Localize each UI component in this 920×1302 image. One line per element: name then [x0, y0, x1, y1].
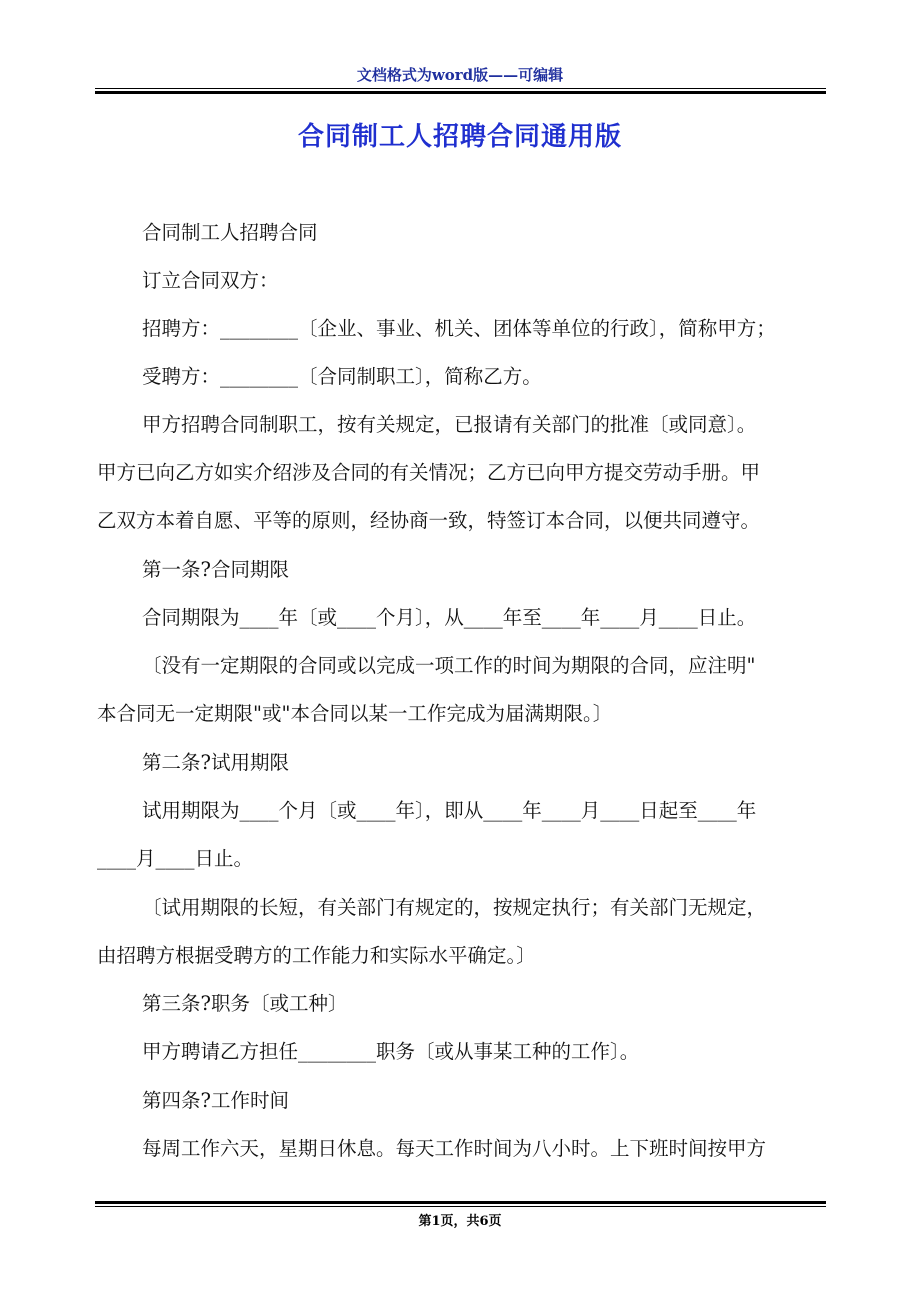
- body-line: 合同制工人招聘合同: [142, 221, 318, 244]
- body-line: 甲方招聘合同制职工，按有关规定，已报请有关部门的批准〔或同意〕。: [142, 413, 757, 436]
- page-number-label: 第1页，共6页: [418, 1214, 502, 1229]
- header-rule-thin: [95, 88, 826, 89]
- body-line: 甲方已向乙方如实介绍涉及合同的有关情况；乙方已向甲方提交劳动手册。甲: [97, 461, 761, 484]
- body-line: 受聘方：________〔合同制职工〕，简称乙方。: [142, 365, 542, 388]
- article-heading: 第一条?合同期限: [142, 558, 289, 581]
- document-title: 合同制工人招聘合同通用版: [297, 122, 622, 152]
- body-line: 每周工作六天，星期日休息。每天工作时间为八小时。上下班时间按甲方: [142, 1137, 767, 1160]
- body-line: ____月____日止。: [97, 847, 254, 870]
- body-line: 订立合同双方：: [142, 269, 279, 292]
- article-heading: 第四条?工作时间: [142, 1089, 289, 1112]
- body-line: 本合同无一定期限"或"本合同以某一工作完成为届满期限。〕: [97, 702, 613, 725]
- page-header-label: 文档格式为word版——可编辑: [356, 66, 564, 84]
- body-line: 乙双方本着自愿、平等的原则，经协商一致，特签订本合同，以便共同遵守。: [97, 509, 761, 532]
- body-line: 合同期限为____年〔或____个月〕，从____年至____年____月____日止。: [142, 606, 757, 629]
- body-line: 甲方聘请乙方担任________职务〔或从事某工种的工作〕。: [142, 1040, 640, 1063]
- header-rule-thick: [95, 91, 826, 94]
- footer-rule-thin: [95, 1206, 826, 1207]
- body-line: 〔试用期限的长短，有关部门有规定的，按规定执行；有关部门无规定，: [142, 896, 767, 919]
- article-heading: 第二条?试用期限: [142, 751, 289, 774]
- article-heading: 第三条?职务〔或工种〕: [142, 992, 348, 1015]
- footer-rule-thick: [95, 1201, 826, 1204]
- body-line: 〔没有一定期限的合同或以完成一项工作的时间为期限的合同，应注明": [142, 654, 756, 677]
- body-line: 由招聘方根据受聘方的工作能力和实际水平确定。〕: [97, 944, 536, 967]
- body-line: 招聘方：________〔企业、事业、机关、团体等单位的行政〕，简称甲方；: [142, 317, 776, 340]
- body-line: 试用期限为____个月〔或____年〕，即从____年____月____日起至____年: [142, 799, 757, 822]
